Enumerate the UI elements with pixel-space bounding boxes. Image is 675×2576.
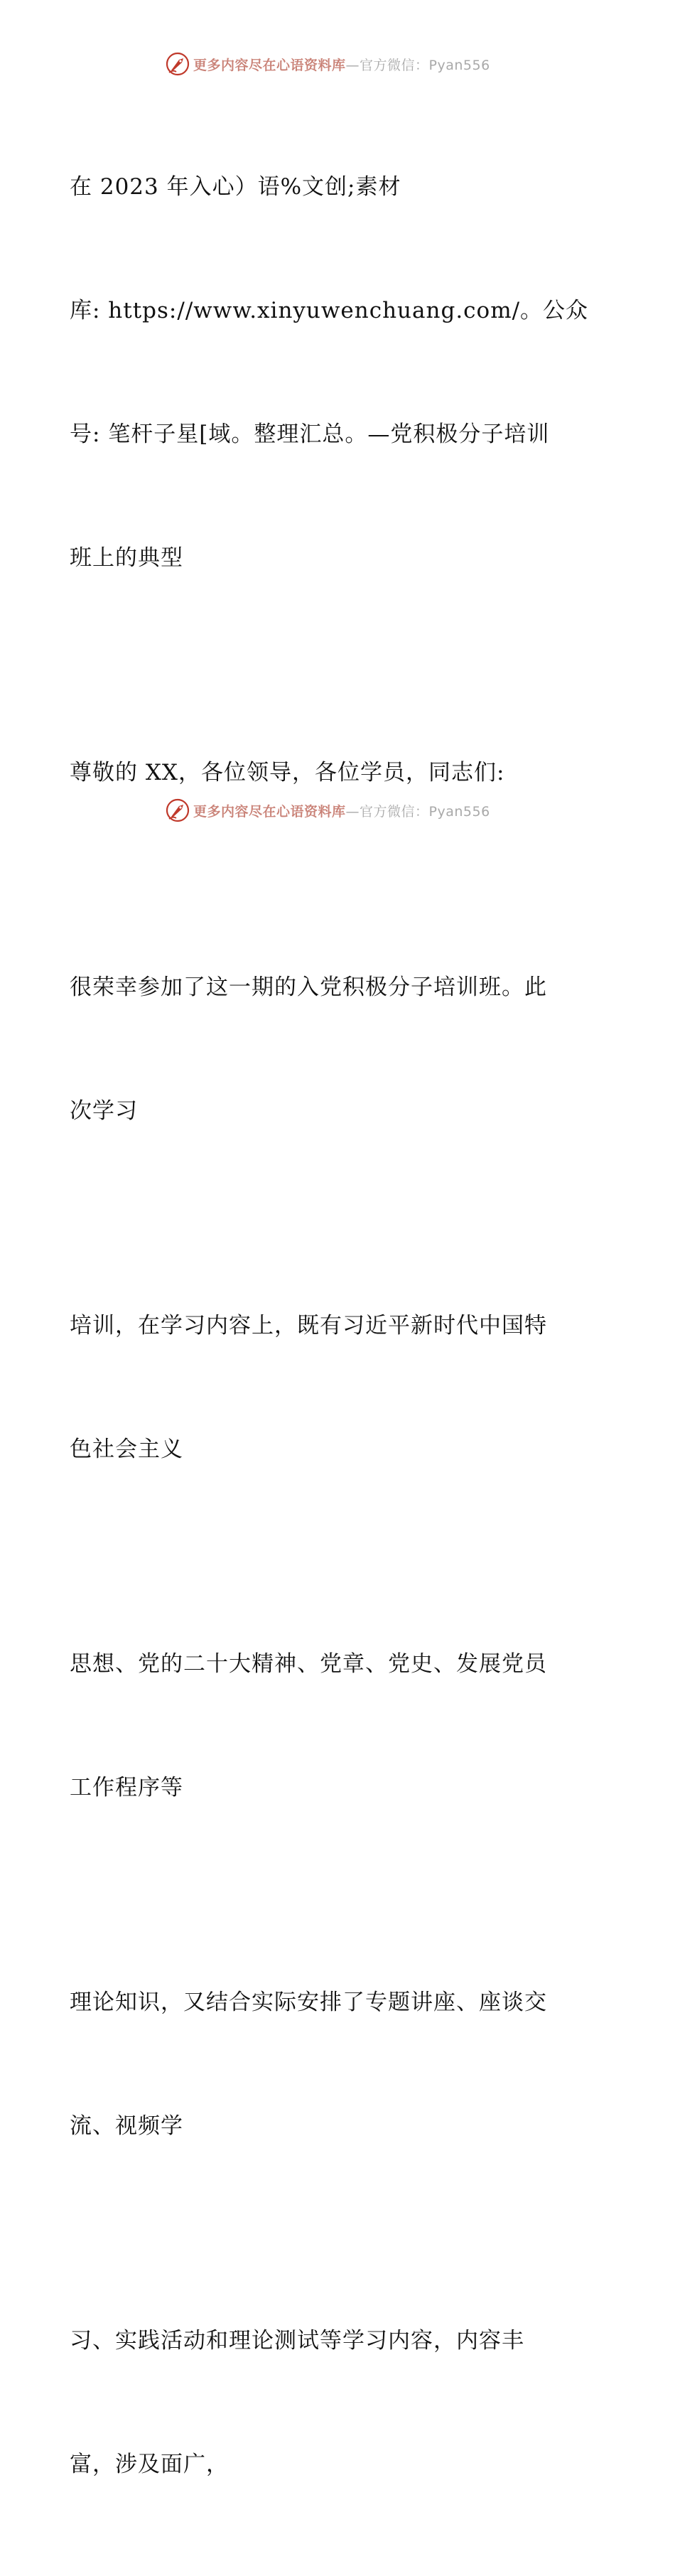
banner-text: [193, 55, 490, 74]
paragraph: [70, 1899, 595, 2229]
banner-brand: 更多内容尽在心语资料库: [193, 803, 346, 820]
text-line: 在 2023 年入心）语%文创;素材: [70, 174, 401, 200]
banner-wechat: 官方微信：Pyan556: [360, 57, 490, 73]
text-line: 尊敬的 XX，各位领导，各位学员，同志们:: [70, 760, 505, 785]
footer-banner: [165, 796, 506, 825]
text-line: 理论知识，又结合实际安排了专题讲座、座谈交: [70, 1990, 547, 2015]
text-line: 流、视频学: [70, 2113, 183, 2139]
paragraph: [70, 670, 595, 876]
pen-nib-logo-icon: [165, 51, 190, 77]
text-line: 很荣幸参加了这一期的入党积极分子培训班。此: [70, 975, 547, 1000]
paragraph: [70, 2238, 595, 2567]
banner-separator: —: [345, 57, 360, 73]
text-line: 思想、党的二十大精神、党章、党史、发展党员: [70, 1651, 547, 1677]
text-line: 富，涉及面广，: [70, 2452, 229, 2477]
paragraph: [70, 1561, 595, 1891]
paragraph: [70, 1223, 595, 1552]
text-line: 培训，在学习内容上，既有习近平新时代中国特: [70, 1313, 547, 1338]
paragraph: [70, 84, 595, 661]
text-line: 色社会主义: [70, 1437, 183, 1462]
text-line: 次学习: [70, 1098, 138, 1124]
paragraph: [70, 884, 595, 1214]
banner-brand: 更多内容尽在心语资料库: [193, 57, 346, 73]
text-line: 号: 笔杆子星[域。整理汇总。—党积极分子培训: [70, 422, 550, 447]
text-line: 班上的典型: [70, 545, 183, 571]
text-line: 习、实践活动和理论测试等学习内容，内容丰: [70, 2328, 524, 2354]
pen-nib-logo-icon: [165, 798, 190, 823]
banner-text: [193, 801, 490, 820]
text-line: 库: https://www.xinyuwenchuang.com/。公众: [70, 298, 589, 323]
header-banner: [165, 50, 506, 78]
banner-separator: —: [345, 803, 360, 820]
banner-wechat: 官方微信：Pyan556: [360, 803, 490, 820]
text-line: 工作程序等: [70, 1775, 183, 1800]
document-body: [70, 84, 595, 2576]
